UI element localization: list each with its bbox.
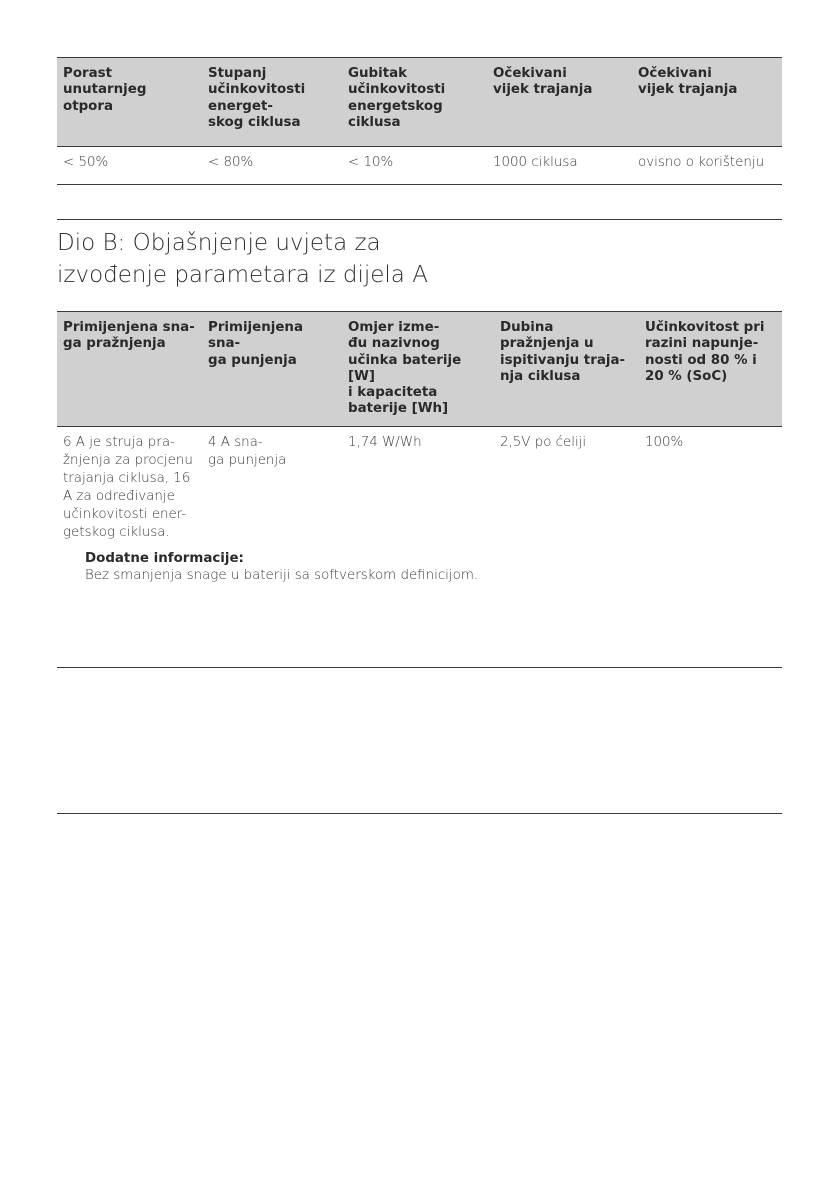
table-a bbox=[57, 57, 782, 185]
table-b-cell-depth: 2,5V po ćeliji bbox=[500, 434, 587, 450]
table-b-header-power-capacity-ratio: Omjer izme- đu nazivnog učinka baterije [W] i kapaciteta baterije [Wh] bbox=[342, 312, 494, 427]
section-divider bbox=[57, 219, 782, 220]
table-b-header-depth-of-discharge: Dubina pražnjenja u ispitivanju traja- nja ciklusa bbox=[494, 312, 639, 427]
table-a-cell-loss: < 10% bbox=[342, 147, 487, 185]
additional-info-text: Bez smanjenja snage u bateriji sa softverskom definicijom. bbox=[85, 568, 479, 583]
table-a-header-row bbox=[57, 58, 782, 147]
additional-info-title: Dodatne informacije: bbox=[85, 551, 244, 566]
table-b-cell-discharge: 6 A je struja pra- žnjenja za procjenu trajanja ciklusa, 16 A za određivanje učinkovitosti ener- getskog ciklusa. bbox=[63, 434, 193, 540]
table-a-cell-cycles: 1000 ciklusa bbox=[487, 147, 632, 185]
table-b-cell-charge: 4 A sna- ga punjenja bbox=[208, 434, 287, 468]
section-b-title: Dio B: Objašnjenje uvjeta za izvođenje parametara iz dijela A bbox=[57, 230, 428, 288]
table-a-header-expected-lifetime: Očekivani vijek trajanja bbox=[487, 58, 632, 147]
table-a-cell-usage: ovisno o korištenju bbox=[632, 147, 782, 185]
table-b bbox=[57, 311, 782, 548]
empty-block-top-divider bbox=[57, 667, 782, 668]
table-row bbox=[57, 426, 782, 548]
table-a-header-cycle-efficiency: Stupanj učinkovitosti energet- skog ciklusa bbox=[202, 58, 342, 147]
table-b-header-row bbox=[57, 312, 782, 427]
additional-info bbox=[85, 550, 478, 584]
table-b-cell-soc: 100% bbox=[645, 434, 684, 450]
table-a-header-expected-lifetime-2: Očekivani vijek trajanja bbox=[632, 58, 782, 147]
table-a-header-internal-resistance: Porast unutarnjeg otpora bbox=[57, 58, 202, 147]
table-b-header-soc-efficiency: Učinkovitost pri razini napunje- nosti od 80 % i 20 % (SoC) bbox=[639, 312, 782, 427]
table-a-cell-resistance: < 50% bbox=[57, 147, 202, 185]
table-row bbox=[57, 147, 782, 185]
empty-block-bottom-divider bbox=[57, 813, 782, 814]
table-a-cell-efficiency: < 80% bbox=[202, 147, 342, 185]
table-b-header-charge-power: Primijenjena sna- ga punjenja bbox=[202, 312, 342, 427]
table-a-header-efficiency-loss: Gubitak učinkovitosti energetskog ciklusa bbox=[342, 58, 487, 147]
table-b-cell-ratio: 1,74 W/Wh bbox=[348, 434, 422, 450]
table-b-header-discharge-power: Primijenjena sna- ga pražnjenja bbox=[57, 312, 202, 427]
